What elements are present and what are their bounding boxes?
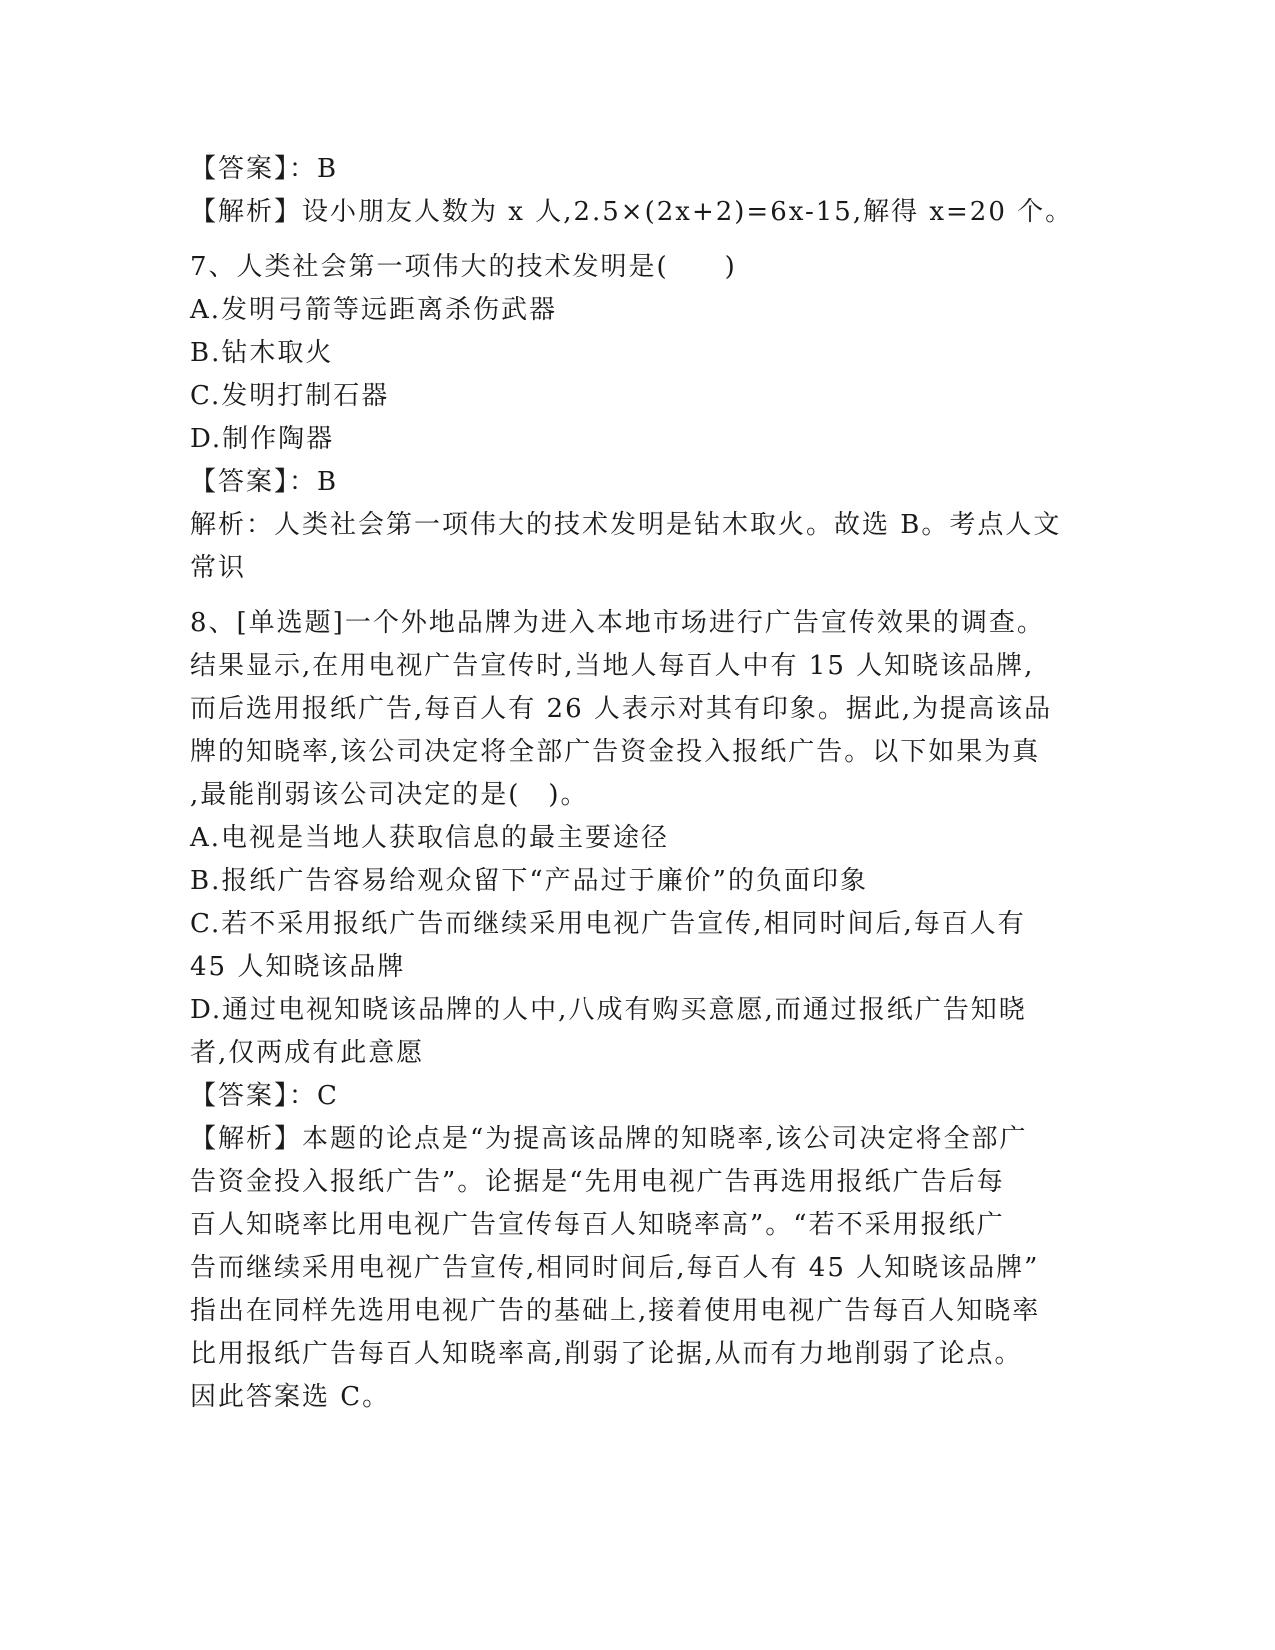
q7-answer: 【答案】：B: [190, 467, 339, 497]
q7-option-b: B.钻木取火: [190, 338, 334, 368]
q7-option-d: D.制作陶器: [190, 424, 335, 454]
q8-question-line: ,最能削弱该公司决定的是( )。: [190, 780, 589, 810]
q8-option-a: A.电视是当地人获取信息的最主要途径: [190, 823, 670, 853]
q7-question: 7、人类社会第一项伟大的技术发明是( ): [190, 252, 737, 282]
page-content: [190, 148, 1090, 1419]
q8-analysis-line: 告资金投入报纸广告”。论据是“先用电视广告再选用报纸广告后每: [190, 1167, 1005, 1197]
q7-option-a: A.发明弓箭等远距离杀伤武器: [190, 295, 558, 325]
q6-analysis: 【解析】设小朋友人数为 x 人,2.5×(2x+2)=6x-15,解得 x=20 个。: [190, 197, 1074, 227]
q8-analysis-line: 告而继续采用电视广告宣传,相同时间后,每百人有 45 人知晓该品牌”: [190, 1253, 1040, 1283]
q7-analysis-line: 常识: [190, 553, 247, 583]
spacer: [190, 590, 1090, 602]
q8-answer: 【答案】：C: [190, 1081, 339, 1111]
q8-option-d: D.通过电视知晓该品牌的人中,八成有购买意愿,而通过报纸广告知晓: [190, 995, 1027, 1025]
q8-option-c-cont: 45 人知晓该品牌: [190, 952, 406, 982]
q8-analysis-line: 比用报纸广告每百人知晓率高,削弱了论据,从而有力地削弱了论点。: [190, 1339, 1023, 1369]
spacer: [190, 234, 1090, 246]
q8-question-line: 8、[单选题]一个外地品牌为进入本地市场进行广告宣传效果的调查。: [190, 608, 1045, 638]
q8-question-line: 而后选用报纸广告,每百人有 26 人表示对其有印象。据此,为提高该品: [190, 694, 1053, 724]
q8-option-b: B.报纸广告容易给观众留下“产品过于廉价”的负面印象: [190, 866, 868, 896]
q8-option-d-cont: 者,仅两成有此意愿: [190, 1038, 425, 1068]
q8-question-line: 牌的知晓率,该公司决定将全部广告资金投入报纸广告。以下如果为真: [190, 737, 1041, 767]
q7-option-c: C.发明打制石器: [190, 381, 390, 411]
q8-analysis-line: 指出在同样先选用电视广告的基础上,接着使用电视广告每百人知晓率: [190, 1296, 1041, 1326]
q8-analysis-line: 因此答案选 C。: [190, 1382, 391, 1412]
q8-analysis-line: 【解析】本题的论点是“为提高该品牌的知晓率,该公司决定将全部广: [190, 1124, 1028, 1154]
q8-question-line: 结果显示,在用电视广告宣传时,当地人每百人中有 15 人知晓该品牌,: [190, 651, 1035, 681]
q6-answer: 【答案】：B: [190, 154, 339, 184]
q8-option-c: C.若不采用报纸广告而继续采用电视广告宣传,相同时间后,每百人有: [190, 909, 1026, 939]
q7-analysis-line: 解析：人类社会第一项伟大的技术发明是钻木取火。故选 B。考点人文: [190, 510, 1062, 540]
q8-analysis-line: 百人知晓率比用电视广告宣传每百人知晓率高”。“若不采用报纸广: [190, 1210, 1005, 1240]
